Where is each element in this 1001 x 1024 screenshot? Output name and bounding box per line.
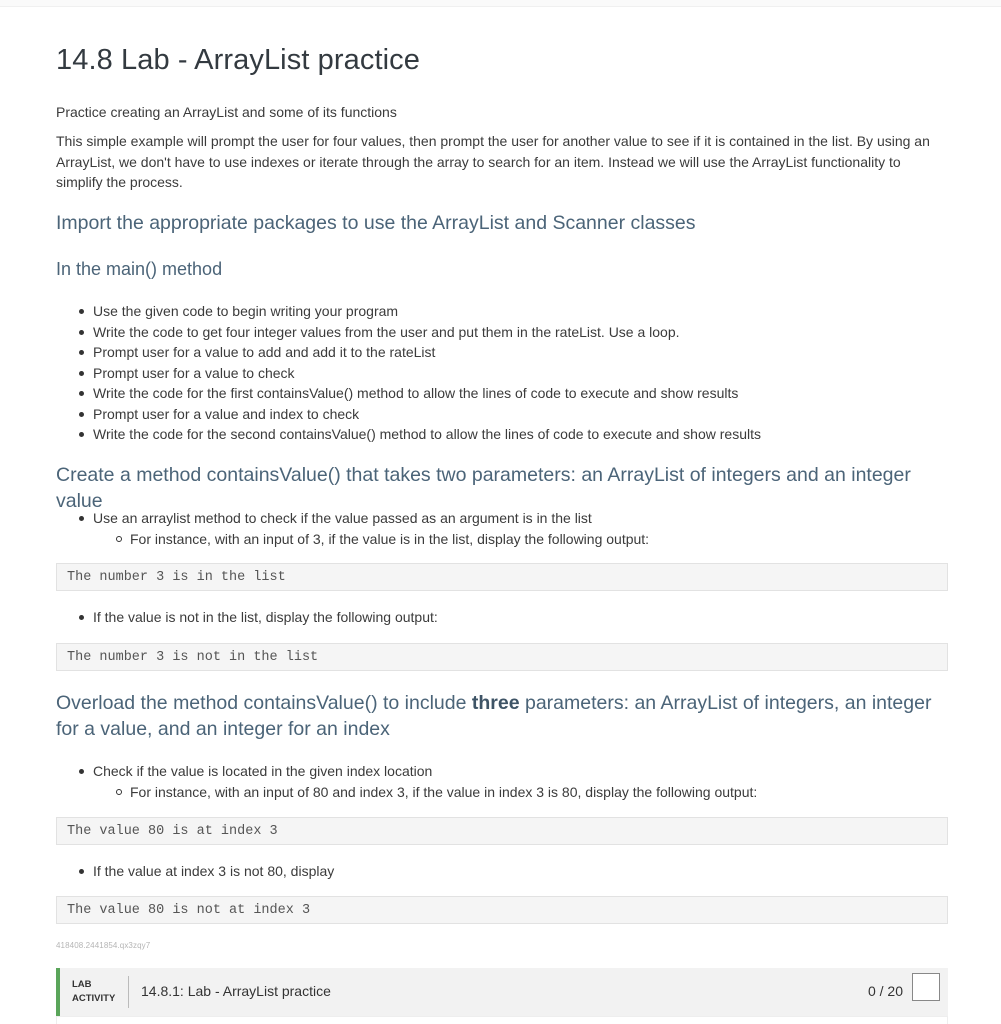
lab-divider [128,976,129,1008]
list-item: Prompt user for a value and index to check [56,404,948,425]
list-item: Use the given code to begin writing your program [56,301,948,322]
imports-heading: Import the appropriate packages to use the ArrayList and Scanner classes [56,212,696,234]
activity-identifier: 418408.2441854.qx3zqy7 [56,941,151,950]
main-method-heading: In the main() method [56,259,223,279]
overload-heading [56,690,936,742]
lab-activity-header[interactable] [56,968,948,1016]
code-output-in-list: The number 3 is in the list [56,563,948,591]
list-item: Use an arraylist method to check if the value passed as an argument is in the list [56,508,948,529]
overload-list [56,761,948,802]
page-title: 14.8 Lab - ArrayList practice [56,44,420,76]
code-output-not-in-list: The number 3 is not in the list [56,643,948,671]
lab-tag-line1: LAB [72,979,92,990]
list-item: Write the code for the first containsValue() method to allow the lines of code to execute and show results [56,383,948,404]
description-text: This simple example will prompt the user for four values, then prompt the user for another value to see if it is contained in the list. By using an ArrayList, we don't have to use indexes or iterate through the array to search for an item. Instead we will use the ArrayList functionality to simplify the process. [56,133,930,190]
top-border [0,0,1001,7]
overload-heading-post: parameters: an ArrayList of integers, an integer for a value, and an integer for an index [56,692,932,740]
lab-activity-title: 14.8.1: Lab - ArrayList practice [141,983,331,999]
main-method-list [56,301,948,445]
list-item: If the value at index 3 is not 80, display [56,861,948,882]
contains-value-heading: Create a method containsValue() that takes two parameters: an ArrayList of integers and an integer value [56,464,911,512]
list-item: Prompt user for a value to check [56,363,948,384]
list-item: Prompt user for a value to add and add it to the rateList [56,342,948,363]
list-subitem: For instance, with an input of 3, if the value is in the list, display the following output: [56,529,948,550]
list-item: Check if the value is located in the given index location [56,761,948,782]
lab-activity-tag [72,978,115,1006]
lab-activity-body [56,1016,948,1024]
overload-heading-pre: Overload the method containsValue() to include [56,692,472,714]
overload-list-2 [56,861,948,882]
intro-text: Practice creating an ArrayList and some of its functions [56,104,397,120]
list-item: Write the code to get four integer values from the user and put them in the rateList. Use a loop. [56,322,948,343]
code-output-at-index: The value 80 is at index 3 [56,817,948,845]
contains-value-list-2 [56,607,948,628]
list-subitem: For instance, with an input of 80 and index 3, if the value in index 3 is 80, display the following output: [56,782,948,803]
code-output-not-at-index: The value 80 is not at index 3 [56,896,948,924]
lab-tag-line2: ACTIVITY [72,993,116,1004]
list-item: Write the code for the second containsValue() method to allow the lines of code to execute and show results [56,424,948,445]
completion-badge-icon [912,973,940,1001]
lab-score: 0 / 20 [867,983,903,999]
overload-heading-bold: three [471,692,520,714]
list-item: If the value is not in the list, display the following output: [56,607,948,628]
contains-value-list [56,508,948,549]
